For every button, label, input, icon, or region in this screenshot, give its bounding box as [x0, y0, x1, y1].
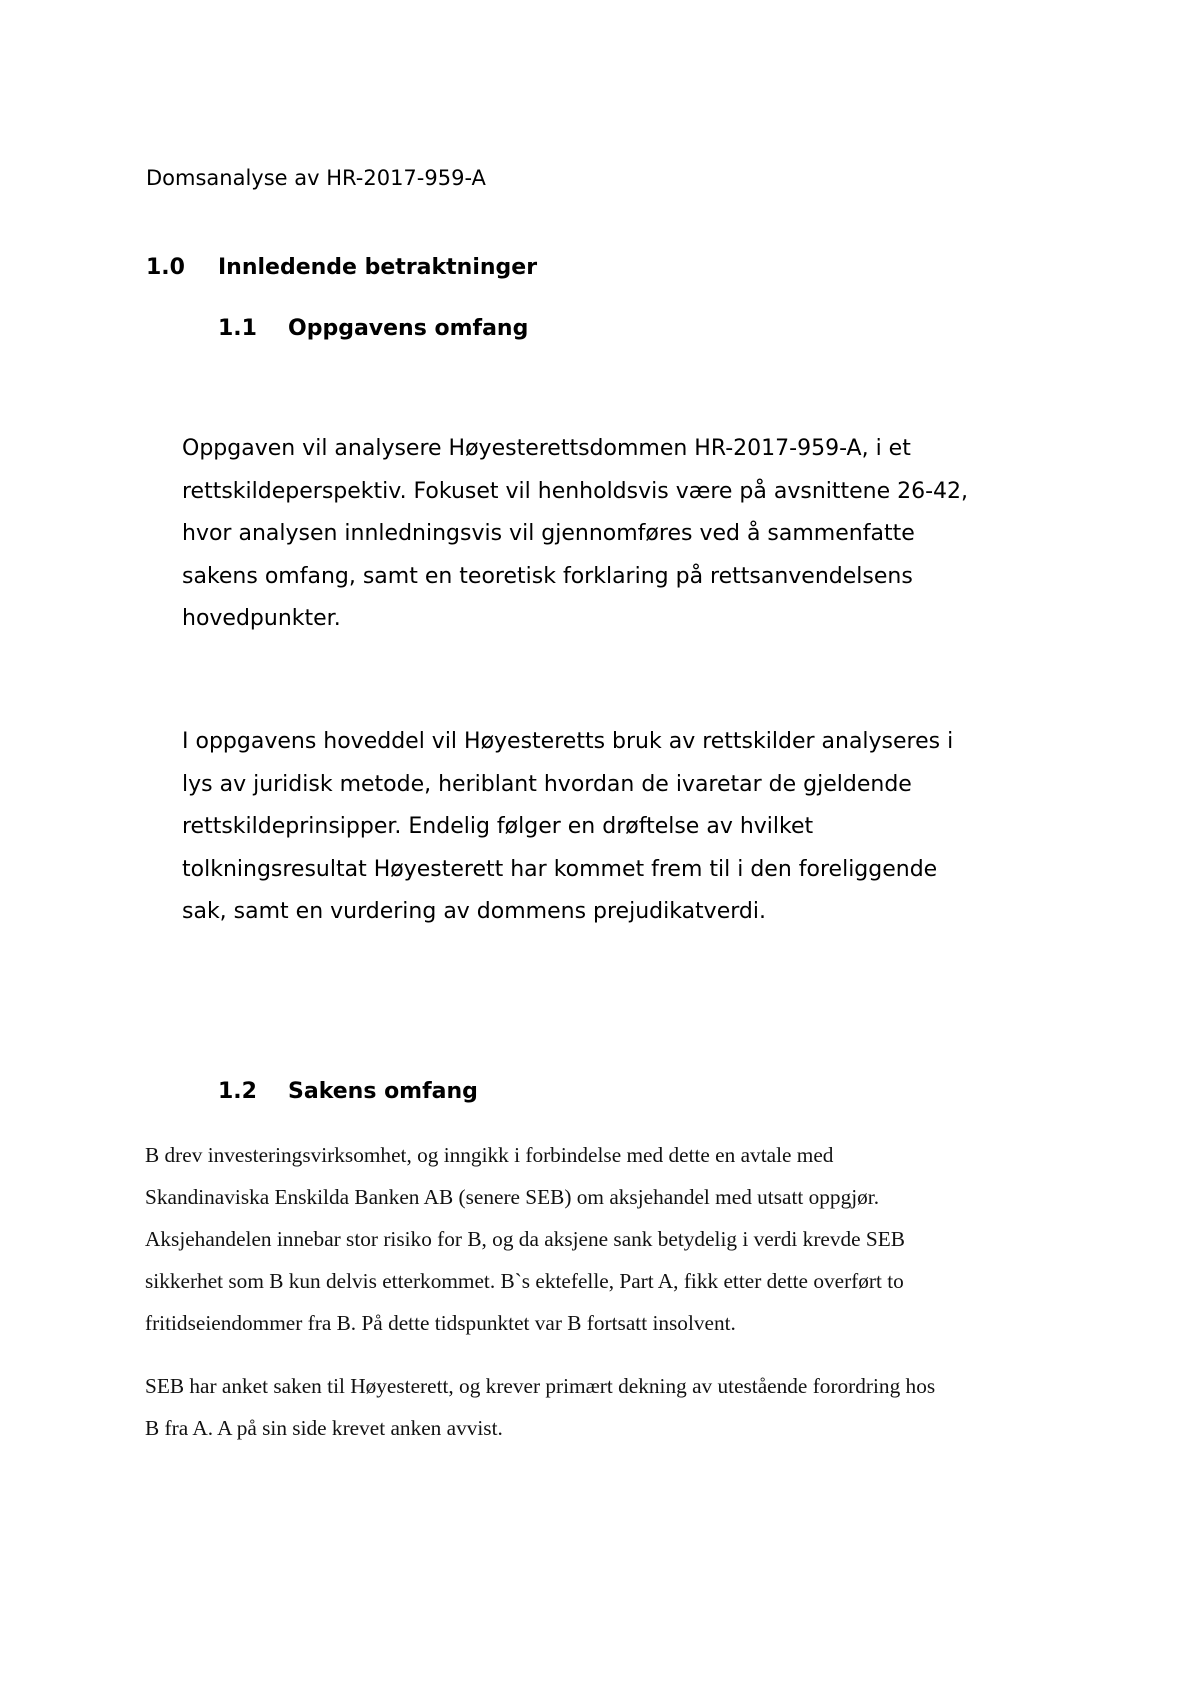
section-heading-oppgavens-omfang — [218, 315, 528, 343]
paragraph-line: tolkningsresultat Høyesterett har kommet frem til i den foreliggende — [182, 856, 938, 882]
paragraph-line: Oppgaven vil analysere Høyesterettsdommen HR-2017-959-A, i et — [182, 436, 911, 461]
paragraph-case-facts — [145, 1134, 1085, 1344]
document-title: Domsanalyse av HR-2017-959-A — [146, 166, 486, 190]
paragraph-line: hvor analysen innledningsvis vil gjennomføres ved å sammenfatte — [182, 521, 915, 546]
paragraph-line: I oppgavens hoveddel vil Høyesteretts bruk av rettskilder analyseres i — [182, 729, 954, 754]
section-number: 1.1 — [218, 316, 257, 341]
section-title: Sakens omfang — [288, 1079, 478, 1104]
section-title: Innledende betraktninger — [218, 255, 538, 280]
paragraph-main-part — [182, 721, 1082, 934]
paragraph-line: rettskildeprinsipper. Endelig følger en drøftelse av hvilket — [182, 814, 814, 839]
paragraph-line: B drev investeringsvirksomhet, og inngikk i forbindelse med dette en avtale med — [145, 1143, 834, 1167]
section-heading-sakens-omfang — [218, 1078, 478, 1106]
paragraph-line: sak, samt en vurdering av dommens prejudikatverdi. — [182, 899, 766, 924]
paragraph-line: sikkerhet som B kun delvis etterkommet. B`s ektefelle, Part A, fikk etter dette overført to — [145, 1269, 904, 1293]
paragraph-line: lys av juridisk metode, heriblant hvordan de ivaretar de gjeldende — [182, 771, 912, 797]
paragraph-line: hovedpunkter. — [182, 606, 341, 631]
paragraph-scope-intro — [182, 428, 1082, 641]
paragraph-line: sakens omfang, samt en teoretisk forklaring på rettsanvendelsens — [182, 563, 913, 589]
paragraph-line: Aksjehandelen innebar stor risiko for B, og da aksjene sank betydelig i verdi krevde SEB — [145, 1227, 905, 1251]
section-number: 1.2 — [218, 1079, 257, 1104]
paragraph-line: rettskildeperspektiv. Fokuset vil henholdsvis være på avsnittene 26-42, — [182, 478, 969, 504]
paragraph-line: fritidseiendommer fra B. På dette tidspunktet var B fortsatt insolvent. — [145, 1311, 736, 1335]
section-title: Oppgavens omfang — [288, 316, 529, 341]
section-number: 1.0 — [146, 255, 185, 280]
paragraph-appeal — [145, 1365, 1085, 1449]
paragraph-line: B fra A. A på sin side krevet anken avvist. — [145, 1416, 503, 1440]
paragraph-line: SEB har anket saken til Høyesterett, og krever primært dekning av utestående forordring hos — [145, 1374, 936, 1398]
paragraph-line: Skandinaviska Enskilda Banken AB (senere SEB) om aksjehandel med utsatt oppgjør. — [145, 1185, 880, 1209]
section-heading-innledende — [146, 254, 537, 282]
